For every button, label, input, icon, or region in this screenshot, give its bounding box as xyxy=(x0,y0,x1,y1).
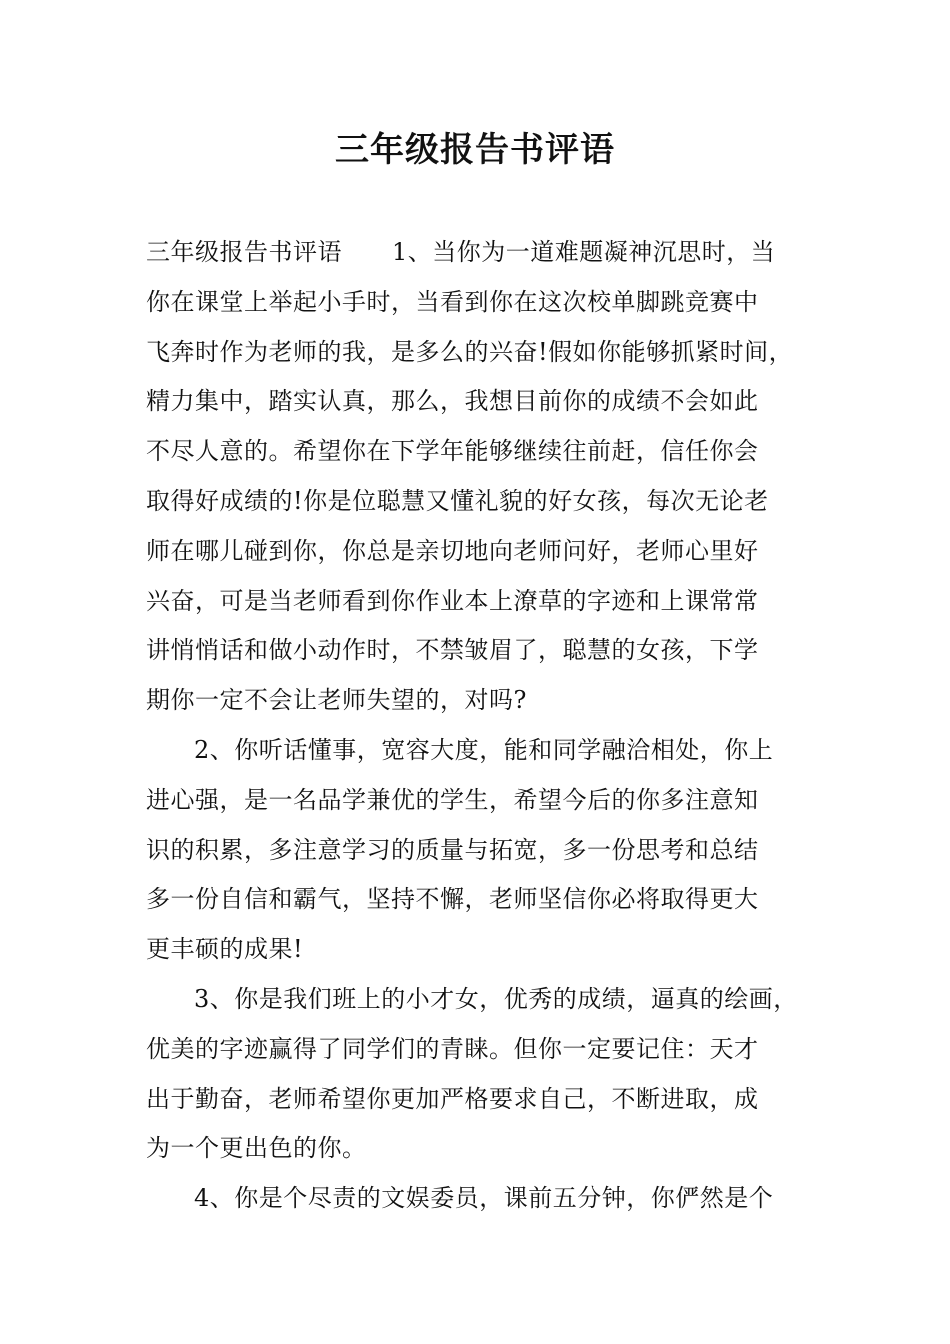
text-line: 你在课堂上举起小手时，当看到你在这次校单脚跳竞赛中 xyxy=(146,287,759,316)
text-line: 优美的字迹赢得了同学们的青睐。但你一定要记住：天才 xyxy=(146,1034,759,1063)
text-line: 识的积累，多注意学习的质量与拓宽，多一份思考和总结 xyxy=(146,835,759,864)
text-line-indented: 3、你是我们班上的小才女，优秀的成绩，逼真的绘画， xyxy=(194,984,798,1013)
text-line: 取得好成绩的!你是位聪慧又懂礼貌的好女孩，每次无论老 xyxy=(146,486,769,515)
text-line-indented: 4、你是个尽责的文娱委员，课前五分钟，你俨然是个 xyxy=(194,1184,774,1213)
text-line: 出于勤奋，老师希望你更加严格要求自己，不断进取，成 xyxy=(146,1084,759,1113)
text-line: 进心强，是一名品学兼优的学生，希望今后的你多注意知 xyxy=(146,785,759,814)
text-line: 为一个更出色的你。 xyxy=(146,1134,367,1163)
text-line: 师在哪儿碰到你，你总是亲切地向老师问好，老师心里好 xyxy=(146,536,759,565)
text-line xyxy=(146,228,810,278)
text-line: 多一份自信和霸气，坚持不懈，老师坚信你必将取得更大 xyxy=(146,885,759,914)
text-line: 兴奋，可是当老师看到你作业本上潦草的字迹和上课常常 xyxy=(146,586,759,615)
text-line: 更丰硕的成果! xyxy=(146,935,304,964)
text-line: 精力集中，踏实认真，那么，我想目前你的成绩不会如此 xyxy=(146,387,759,416)
text-line-indented: 2、你听话懂事，宽容大度，能和同学融洽相处，你上 xyxy=(194,735,774,764)
text-line: 讲悄悄话和做小动作时，不禁皱眉了，聪慧的女孩，下学 xyxy=(146,636,759,665)
document-title: 三年级报告书评语 xyxy=(335,130,615,170)
paragraph-start: 1、当你为一道难题凝神沉思时，当 xyxy=(392,238,776,266)
text-line: 飞奔时作为老师的我，是多么的兴奋!假如你能够抓紧时间， xyxy=(146,337,794,366)
inline-heading: 三年级报告书评语 xyxy=(146,238,342,266)
text-line: 不尽人意的。希望你在下学年能够继续往前赶，信任你会 xyxy=(146,437,759,466)
text-line: 期你一定不会让老师失望的，对吗? xyxy=(146,686,527,715)
document-body xyxy=(146,228,810,1224)
